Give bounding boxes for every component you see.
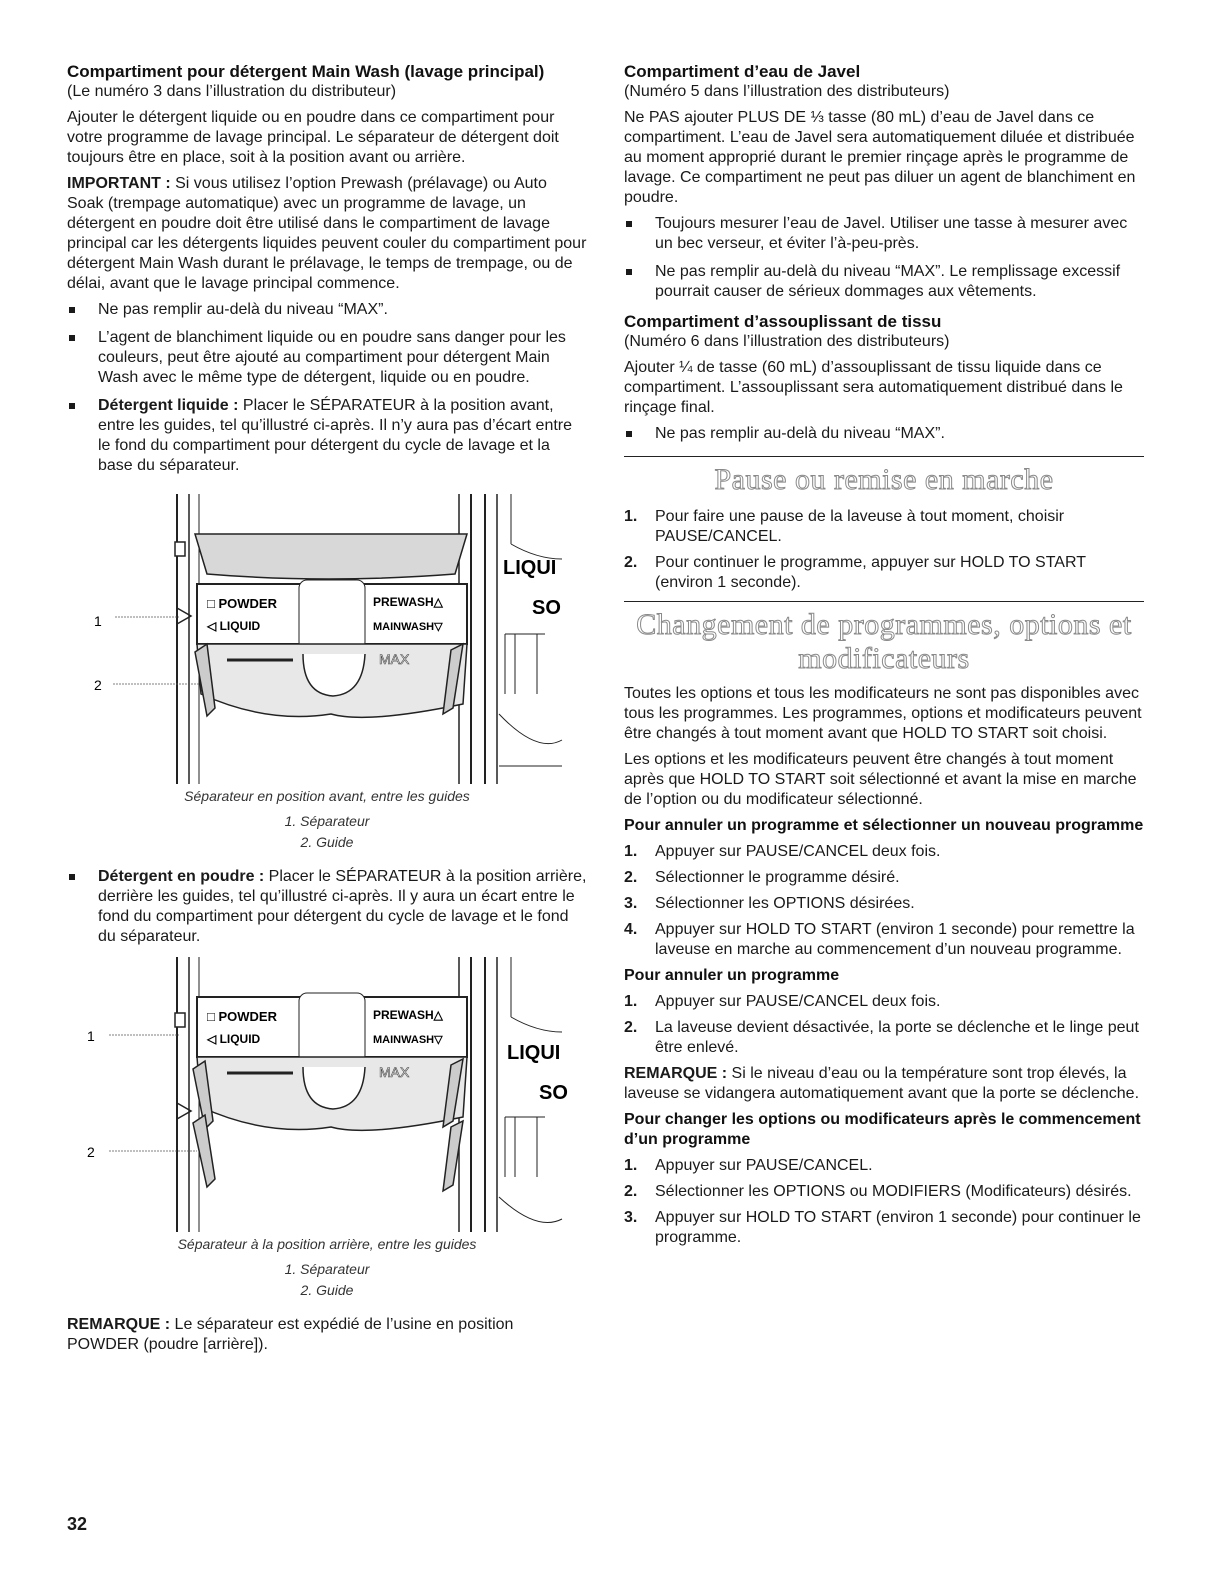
callout-2: 2 xyxy=(87,1144,95,1160)
changement-heading xyxy=(624,608,1144,676)
max-label: MAX xyxy=(379,1064,410,1080)
important-paragraph xyxy=(67,174,587,294)
item-number: 2. xyxy=(624,554,638,571)
change-options-list xyxy=(624,1156,1144,1248)
remarque-paragraph-right xyxy=(624,1064,1144,1104)
figure2-caption: Séparateur à la position arrière, entre les guides xyxy=(177,1236,477,1252)
powder-label: □ POWDER xyxy=(207,596,277,611)
liquid-label: ◁ LIQUID xyxy=(207,619,261,633)
bullet-item: Ne pas remplir au-delà du niveau “MAX”. Le remplissage excessif pourrait causer de sérieux dommages aux vêtements. xyxy=(624,262,1144,302)
javel-bullets xyxy=(624,214,1144,302)
liqui-label: LIQUI xyxy=(507,1042,561,1064)
softener-heading: Compartiment d’assouplissant de tissu xyxy=(624,312,942,331)
bullet-item: Ne pas remplir au-delà du niveau “MAX”. xyxy=(67,300,587,320)
powder-bullet-text: Placer le SÉPARATEUR à la position arrière, derrière les guides, tel qu’illustré ci-après. Il y aura un écart entre le fond du compartiment pour détergent du cycle de lavage et le fond du séparateur. xyxy=(98,868,587,945)
item-text: Appuyer sur PAUSE/CANCEL. xyxy=(655,1157,873,1174)
so-label: SO xyxy=(532,597,561,619)
list-item xyxy=(624,920,1144,960)
item-number: 2. xyxy=(624,869,638,886)
mainwash-label: MAINWASH▽ xyxy=(373,621,443,633)
changement-paragraph-2: Les options et les modificateurs peuvent être changés à tout moment après que HOLD TO START soit sélectionné et avant la mise en marche de l’option ou du modificateur sélectionné. xyxy=(624,751,1137,808)
mainwash-label: MAINWASH▽ xyxy=(373,1034,443,1046)
dispenser-illustration-front xyxy=(67,484,587,784)
changement-paragraph-1: Toutes les options et tous les modificateurs ne sont pas disponibles avec tous les programmes. Les programmes, options et modificateurs peuvent être changés à tout moment avant que HOLD TO START soit choisi. xyxy=(624,685,1142,742)
figure1-legend-1: 1. Séparateur xyxy=(284,813,370,829)
item-number: 1. xyxy=(624,993,638,1010)
dispenser-illustration-back xyxy=(67,957,587,1232)
powder-bullet-label: Détergent en poudre : xyxy=(98,868,265,885)
item-number: 1. xyxy=(624,1157,638,1174)
softener-subtitle: (Numéro 6 dans l’illustration des distributeurs) xyxy=(624,333,950,350)
callout-1: 1 xyxy=(94,613,102,629)
item-text: Sélectionner les OPTIONS ou MODIFIERS (Modificateurs) désirés. xyxy=(655,1183,1132,1200)
remarque-text: Le séparateur est expédié de l’usine en position POWDER (poudre [arrière]). xyxy=(67,1316,514,1353)
item-number: 4. xyxy=(624,921,638,938)
item-number: 1. xyxy=(624,843,638,860)
cancel-list xyxy=(624,992,1144,1058)
list-item xyxy=(624,1156,1144,1176)
item-text: Appuyer sur HOLD TO START (environ 1 seconde) pour continuer le programme. xyxy=(655,1209,1141,1246)
cancel-heading: Pour annuler un programme xyxy=(624,967,840,984)
softener-bullets xyxy=(624,424,1144,444)
javel-heading: Compartiment d’eau de Javel xyxy=(624,62,861,81)
item-number: 2. xyxy=(624,1183,638,1200)
important-text: Si vous utilisez l’option Prewash (prélavage) ou Auto Soak (trempage automatique) avec un programme de lavage, un détergent en poudre doit être utilisé dans le compartiment de lavage principal car les détergents liquides peuvent couler du compartiment pour détergent Main Wash durant le prélavage, le temps de trempage, ou de délai, avant que le lavage principal commence. xyxy=(67,175,587,292)
figure2-legend-1: 1. Séparateur xyxy=(284,1261,370,1277)
so-label: SO xyxy=(539,1082,568,1104)
callout-2: 2 xyxy=(94,677,102,693)
bullet-item-liquid xyxy=(67,396,587,476)
prewash-label: PREWASH△ xyxy=(373,1008,443,1022)
list-item xyxy=(624,553,1144,593)
bullet-item: Toujours mesurer l’eau de Javel. Utiliser une tasse à mesurer avec un bec verseur, et éviter l’à-peu-près. xyxy=(624,214,1144,254)
change-options-heading: Pour changer les options ou modificateurs après le commencement d’un programme xyxy=(624,1111,1141,1148)
item-number: 3. xyxy=(624,895,638,912)
important-label: IMPORTANT : xyxy=(67,175,171,192)
liquid-label: ◁ LIQUID xyxy=(207,1032,261,1046)
bullet-item-powder xyxy=(67,867,587,947)
figure1-legend-2: 2. Guide xyxy=(300,834,354,850)
left-column xyxy=(67,62,587,1361)
liquid-text: Placer le SÉPARATEUR à la position avant, entre les guides, tel qu’illustré ci-après. Il n’y aura pas d’écart entre le fond du compartiment pour détergent du cycle de lavage et la base du séparateur. xyxy=(98,397,573,474)
remarque-text: Si le niveau d’eau ou la température sont trop élevés, la laveuse se vidangera automatiquement avant que la porte se déclenche. xyxy=(624,1065,1140,1102)
bullet-item: Ne pas remplir au-delà du niveau “MAX”. xyxy=(624,424,1144,444)
item-text: Appuyer sur HOLD TO START (environ 1 seconde) pour remettre la laveuse en marche au commencement d’un nouveau programme. xyxy=(655,921,1135,958)
item-number: 1. xyxy=(624,508,638,525)
javel-paragraph: Ne PAS ajouter PLUS DE ⅓ tasse (80 mL) d’eau de Javel dans ce compartiment. L’eau de Javel sera automatiquement diluée et distribuée au moment approprié durant le premier rinçage après le programme de lavage. Ce compartiment ne peut pas diluer un agent de blanchiment en poudre. xyxy=(624,109,1136,206)
item-text: Appuyer sur PAUSE/CANCEL deux fois. xyxy=(655,843,941,860)
section-divider xyxy=(624,456,1144,457)
list-item xyxy=(624,507,1144,547)
remarque-label: REMARQUE : xyxy=(624,1065,728,1082)
list-item xyxy=(624,894,1144,914)
max-label: MAX xyxy=(379,651,410,667)
figure-back-position xyxy=(67,957,587,1232)
cancel-new-list xyxy=(624,842,1144,960)
page-number: 32 xyxy=(67,1514,88,1534)
section-divider xyxy=(624,601,1144,602)
bullet-item: L’agent de blanchiment liquide ou en poudre sans danger pour les couleurs, peut être ajouté au compartiment pour détergent Main Wash avec le même type de détergent, liquide ou en poudre. xyxy=(67,328,587,388)
list-item xyxy=(624,992,1144,1012)
powder-label: □ POWDER xyxy=(207,1009,277,1024)
pause-list xyxy=(624,507,1144,593)
item-text: La laveuse devient désactivée, la porte se déclenche et le linge peut être enlevé. xyxy=(655,1019,1139,1056)
softener-paragraph: Ajouter ¼ de tasse (60 mL) d’assouplissant de tissu liquide dans ce compartiment. L’assouplissant sera automatiquement distribué dans le rinçage final. xyxy=(624,359,1123,416)
figure1-caption: Séparateur en position avant, entre les guides xyxy=(184,788,470,804)
list-item xyxy=(624,1182,1144,1202)
liquid-label: Détergent liquide : xyxy=(98,397,239,414)
remarque-paragraph xyxy=(67,1315,587,1355)
item-text: Appuyer sur PAUSE/CANCEL deux fois. xyxy=(655,993,941,1010)
item-number: 2. xyxy=(624,1019,638,1036)
figure-front-position xyxy=(67,484,587,784)
item-text: Sélectionner les OPTIONS désirées. xyxy=(655,895,915,912)
callout-1: 1 xyxy=(87,1028,95,1044)
item-text: Sélectionner le programme désiré. xyxy=(655,869,900,886)
changement-heading-line1: Changement de programmes, options et xyxy=(636,608,1132,641)
main-wash-bullets xyxy=(67,300,587,476)
item-text: Pour faire une pause de la laveuse à tout moment, choisir PAUSE/CANCEL. xyxy=(655,508,1065,545)
pause-heading: Pause ou remise en marche xyxy=(714,463,1054,496)
cancel-new-heading: Pour annuler un programme et sélectionner un nouveau programme xyxy=(624,817,1144,834)
liqui-label: LIQUI xyxy=(503,557,557,579)
item-number: 3. xyxy=(624,1209,638,1226)
list-item xyxy=(624,1208,1144,1248)
main-wash-paragraph: Ajouter le détergent liquide ou en poudre dans ce compartiment pour votre programme de lavage principal. Le séparateur de détergent doit toujours être en place, soit à la position avant ou arrière. xyxy=(67,109,559,166)
main-wash-subtitle: (Le numéro 3 dans l’illustration du distributeur) xyxy=(67,83,397,100)
prewash-label: PREWASH△ xyxy=(373,595,443,609)
right-column xyxy=(624,62,1144,1254)
item-text: Pour continuer le programme, appuyer sur HOLD TO START (environ 1 seconde). xyxy=(655,554,1086,591)
list-item xyxy=(624,1018,1144,1058)
figure2-legend-2: 2. Guide xyxy=(300,1282,354,1298)
main-wash-heading: Compartiment pour détergent Main Wash (lavage principal) xyxy=(67,62,545,81)
list-item xyxy=(624,842,1144,862)
powder-bullet-list xyxy=(67,867,587,947)
list-item xyxy=(624,868,1144,888)
javel-subtitle: (Numéro 5 dans l’illustration des distributeurs) xyxy=(624,83,950,100)
remarque-label: REMARQUE : xyxy=(67,1316,171,1333)
changement-heading-line2: modificateurs xyxy=(798,642,970,675)
